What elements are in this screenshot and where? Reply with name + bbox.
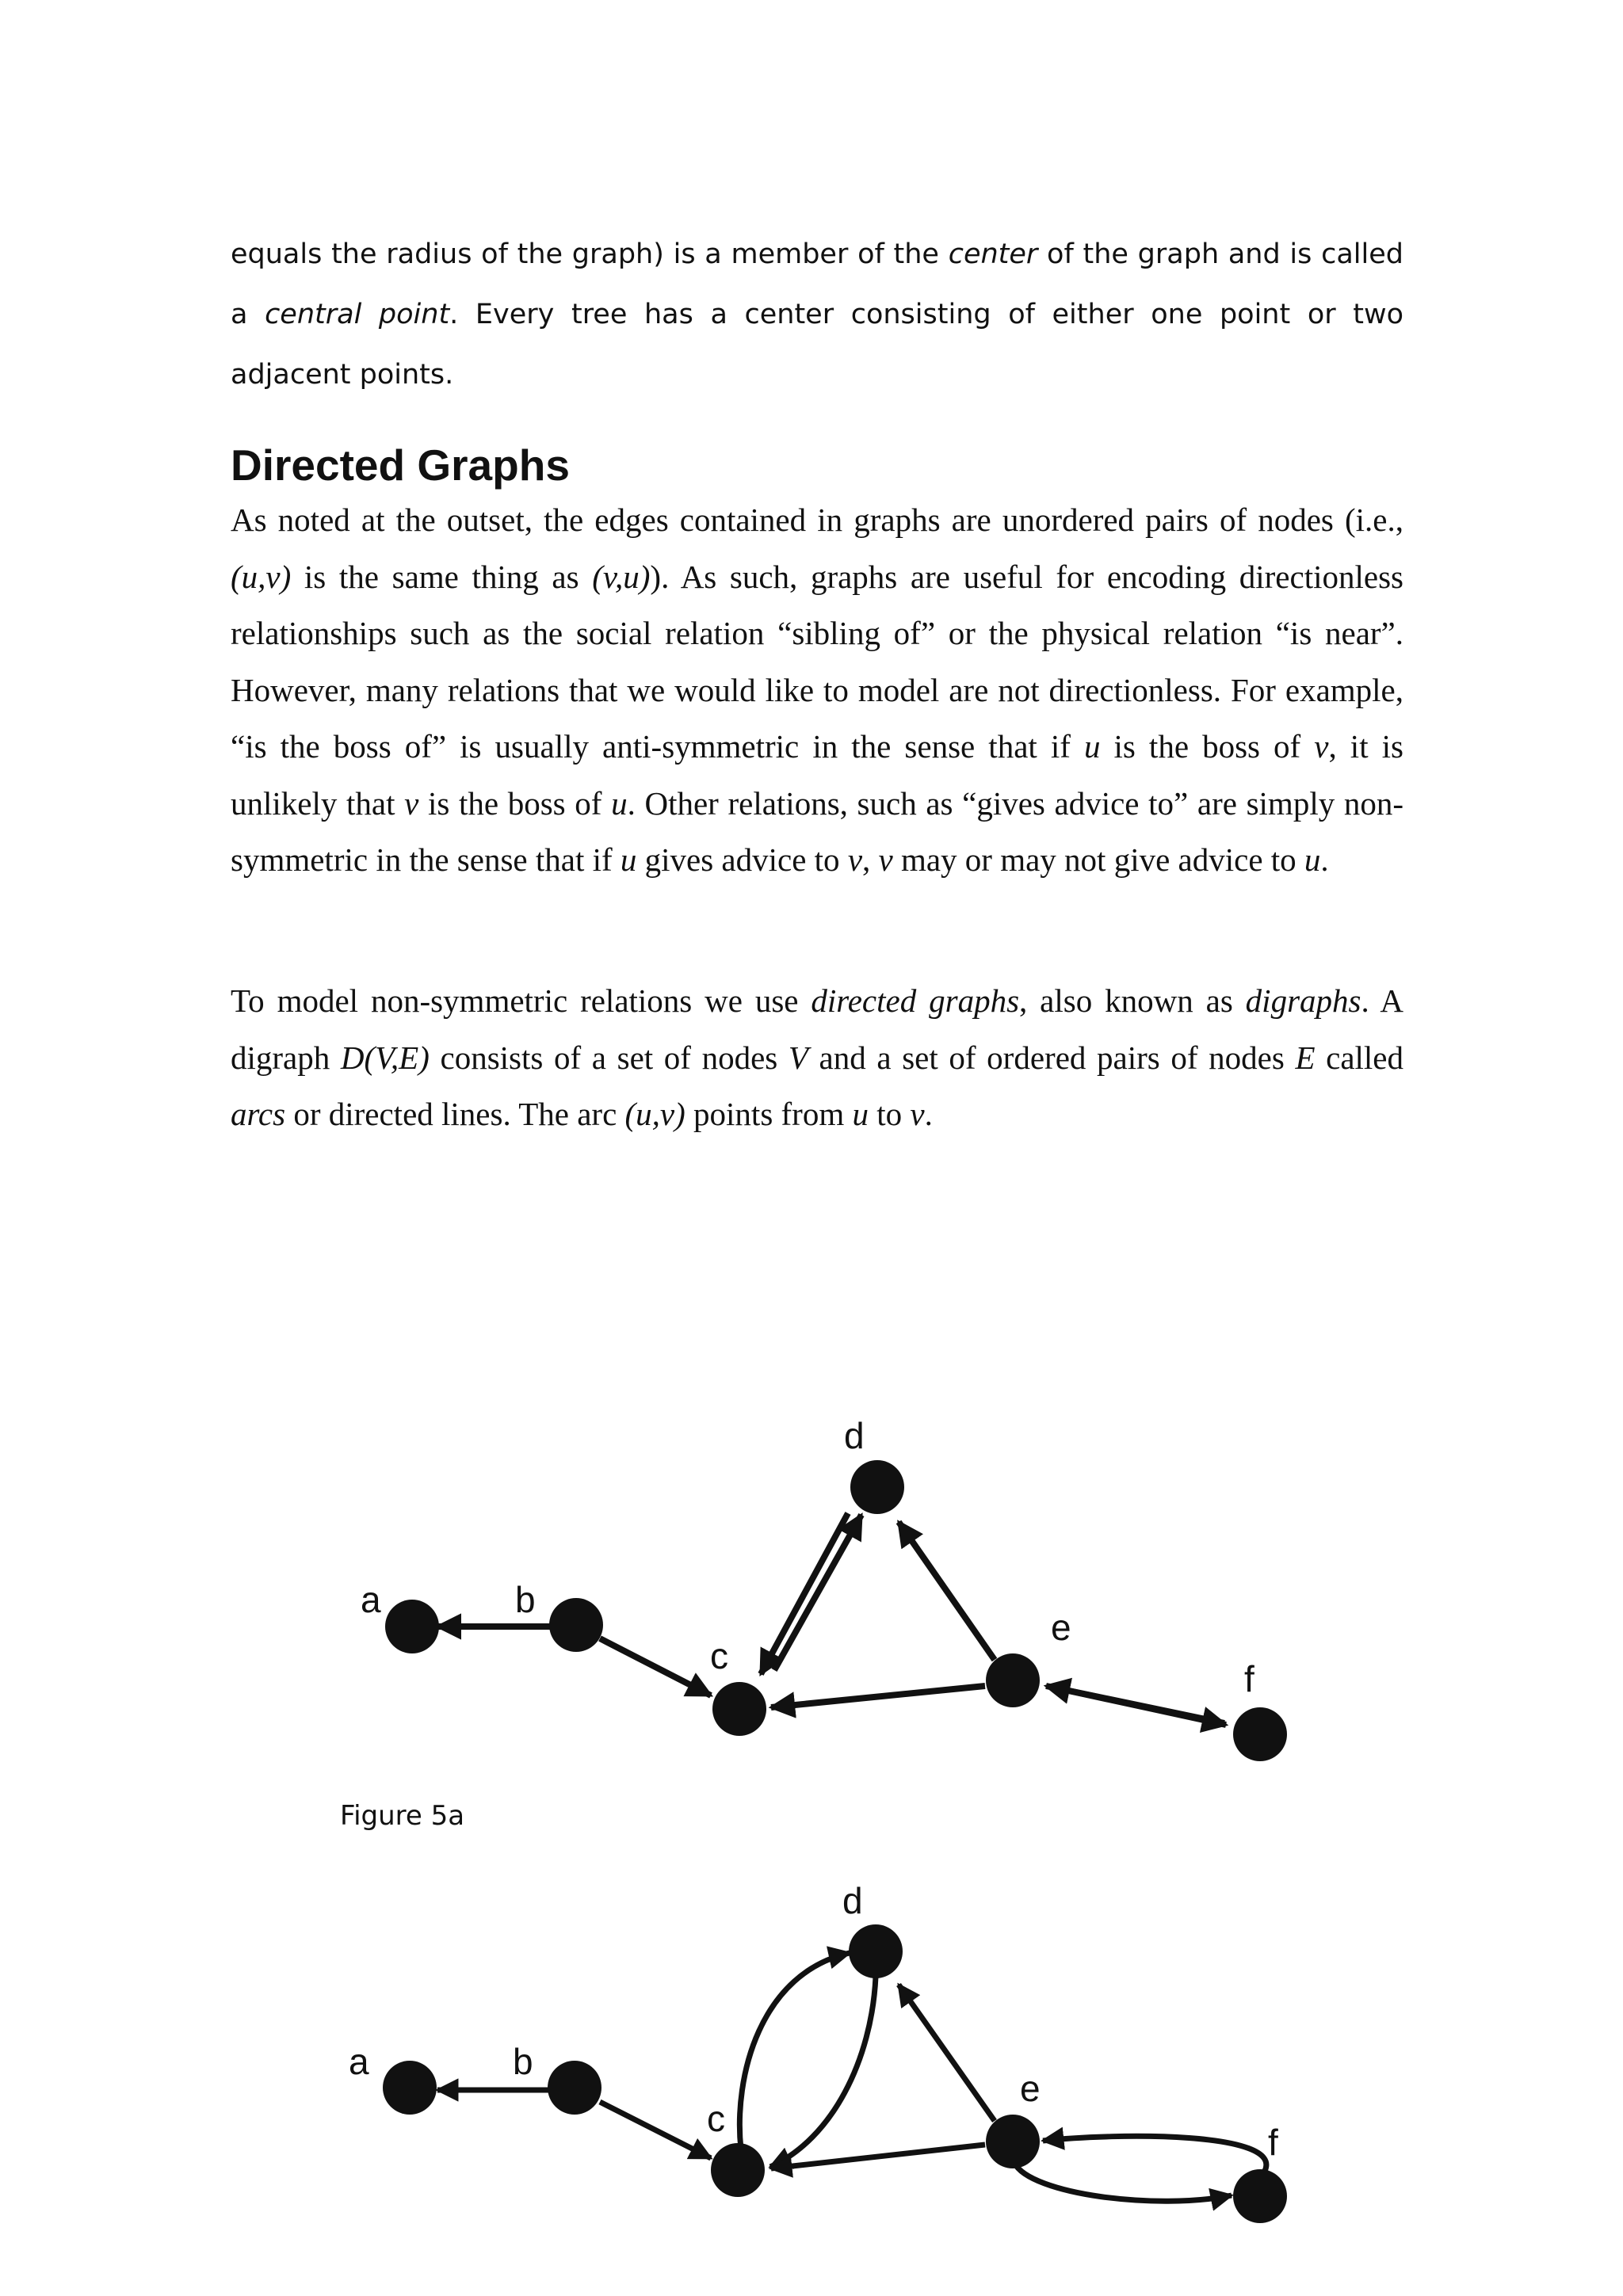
text-run: called (1315, 1039, 1403, 1076)
text-run: . A digraph (231, 982, 1403, 1076)
node-f (1233, 2169, 1287, 2223)
node-d (849, 1924, 903, 1978)
arc-e-c (771, 1686, 985, 1707)
text-run: gives advice to (636, 841, 848, 878)
math-term: u (1304, 841, 1321, 878)
node-label-d: d (844, 1415, 865, 1456)
math-term: u (620, 841, 637, 878)
term-arcs: arcs (231, 1096, 286, 1132)
node-label-f: f (1268, 2122, 1278, 2163)
arc-e-f (1014, 2163, 1232, 2201)
arc-d-c (770, 1977, 876, 2167)
term-digraphs: digraphs (1245, 982, 1361, 1019)
text-run: ). As such, graphs are useful for encoding directionless relationships such as the social relation “sibling of” or the physical relation “is near”. However, many relations that we would like to model are not directionless. For example, “is the boss of” is usually anti-symmetric in the sense that if (231, 558, 1403, 765)
math-term: v (404, 784, 419, 822)
body-paragraph-2 (231, 973, 1403, 1143)
arc-e-d (899, 1985, 995, 2121)
intro-text-2: of the graph and is called a (231, 238, 1403, 330)
node-label-e: e (1020, 2068, 1041, 2109)
text-run: consists of a set of nodes (429, 1039, 789, 1076)
math-term: (v,u) (592, 558, 651, 595)
node-c (711, 2143, 765, 2197)
intro-term-center: center (948, 238, 1038, 270)
node-label-b: b (513, 2041, 533, 2082)
text-run: is the boss of (1100, 728, 1315, 765)
intro-text-1: equals the radius of the graph) is a member of the (231, 238, 949, 270)
figure-5a-digraph (0, 1394, 1623, 1767)
text-run: , (862, 841, 879, 878)
node-b (548, 2061, 601, 2115)
term-directed-graphs: directed graphs (811, 982, 1020, 1019)
figure-5a-caption: Figure 5a (340, 1800, 465, 1832)
text-run: is the same thing as (291, 558, 593, 595)
text-run: . (924, 1096, 933, 1132)
math-term: v (847, 841, 863, 878)
math-term: v (1314, 728, 1329, 765)
arc-f-e (1043, 2136, 1266, 2171)
arc-d-c (761, 1513, 848, 1674)
text-run: and a set of ordered pairs of nodes (808, 1039, 1296, 1076)
math-term: u (852, 1096, 869, 1132)
math-term: v (910, 1096, 925, 1132)
text-run: . (1320, 841, 1329, 878)
intro-text-3: . Every tree has a center consisting of either one point or two adjacent points. (231, 299, 1403, 391)
node-label-c: c (707, 2098, 725, 2139)
arc-c-d (774, 1515, 861, 1670)
body-paragraph-1 (231, 492, 1403, 889)
math-term: (u,v) (624, 1096, 685, 1132)
node-label-f: f (1244, 1658, 1254, 1699)
intro-term-central-point: central point (265, 299, 450, 330)
arc-b-c (600, 2102, 711, 2158)
text-run: To model non-symmetric relations we use (231, 982, 812, 1019)
intro-paragraph (231, 224, 1403, 405)
node-label-a: a (361, 1579, 381, 1620)
text-run: points from (685, 1096, 853, 1132)
arc-e-d (899, 1522, 995, 1660)
node-d (850, 1460, 904, 1514)
text-run: is the boss of (418, 784, 612, 822)
math-term: (u,v) (231, 558, 292, 595)
math-term: u (1083, 728, 1101, 765)
node-a (383, 2061, 437, 2115)
node-label-d: d (842, 1880, 863, 1921)
text-run: to (868, 1096, 911, 1132)
node-label-b: b (515, 1579, 536, 1620)
math-term: D(V,E) (340, 1039, 430, 1076)
math-term: V (788, 1039, 808, 1076)
text-run: As noted at the outset, the edges contained in graphs are unordered pairs of nodes (i.e., (231, 502, 1403, 538)
text-run: , it is unlikely that (231, 728, 1403, 822)
node-e (986, 2115, 1040, 2168)
text-run: . Other relations, such as “gives advice to” are simply non-symmetric in the sense that if (231, 784, 1404, 878)
node-label-c: c (710, 1635, 728, 1676)
arc-c-d (739, 1953, 850, 2149)
node-b (549, 1598, 603, 1652)
math-term: E (1295, 1039, 1316, 1076)
text-run: or directed lines. The arc (285, 1096, 625, 1132)
node-e (986, 1653, 1040, 1707)
node-c (712, 1682, 766, 1736)
node-label-a: a (349, 2041, 369, 2082)
text-run: , also known as (1019, 982, 1246, 1019)
node-f (1233, 1707, 1287, 1761)
figure-5b-digraph (0, 1862, 1623, 2242)
node-a (385, 1600, 439, 1653)
math-term: v (878, 841, 893, 878)
node-label-e: e (1051, 1607, 1071, 1648)
section-heading: Directed Graphs (231, 441, 570, 490)
math-term: u (611, 784, 628, 822)
arc-f-e (1046, 1686, 1224, 1723)
text-run: may or may not give advice to (892, 841, 1304, 878)
arc-b-c (600, 1638, 711, 1695)
